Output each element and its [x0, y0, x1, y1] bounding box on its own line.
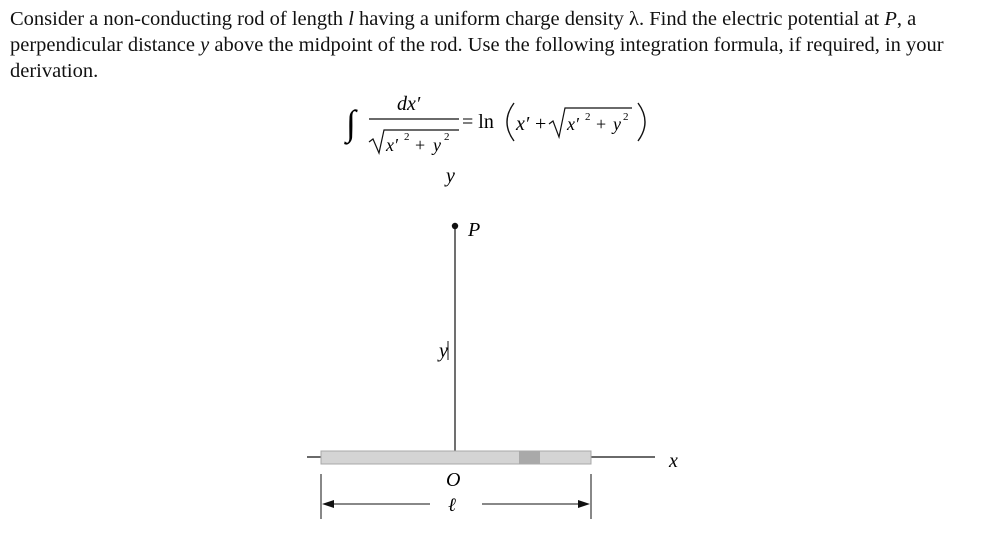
radical-plus: + [596, 114, 607, 134]
denominator-x: x′ [386, 135, 398, 155]
radical-x-exponent: 2 [585, 111, 591, 123]
denominator-y-exponent: 2 [444, 131, 450, 143]
x-prime: x′ [516, 113, 530, 135]
equals-ln: = ln [462, 111, 494, 133]
radical-y: y [613, 114, 621, 134]
x-axis-label: x [669, 450, 678, 472]
point-P-dot [452, 223, 458, 229]
left-arrowhead [322, 500, 334, 508]
problem-text-2: having a uniform charge density λ. Find the electric potential at [353, 8, 885, 30]
rod-element-dx [519, 451, 540, 464]
var-l: l [348, 8, 354, 30]
var-y: y [200, 34, 210, 56]
radical-y-exponent: 2 [623, 111, 629, 123]
distance-y-label: y [439, 340, 448, 362]
charged-rod [321, 451, 591, 464]
problem-text-1: Consider a non-conducting rod of length [10, 8, 349, 30]
radical-x: x′ [567, 114, 579, 134]
y-axis-label: y [446, 165, 455, 187]
integral-sign: ∫ [346, 103, 356, 143]
plus-sign: + [535, 113, 547, 135]
problem-text-4: above the midpoint of the rod. Use the following integration formula, if required, in your derivation. [10, 34, 944, 82]
denominator-y: y [433, 135, 441, 155]
right-arrowhead [578, 500, 590, 508]
denominator-plus: + [415, 135, 426, 155]
length-label: ℓ [448, 495, 456, 516]
var-P: P [884, 8, 897, 30]
formula-numerator: dx′ [397, 93, 421, 115]
origin-label: O [446, 469, 461, 491]
denominator-x-exponent: 2 [404, 131, 410, 143]
problem-text-3: , a perpendicular distance [10, 8, 917, 56]
point-P-label: P [468, 219, 481, 241]
